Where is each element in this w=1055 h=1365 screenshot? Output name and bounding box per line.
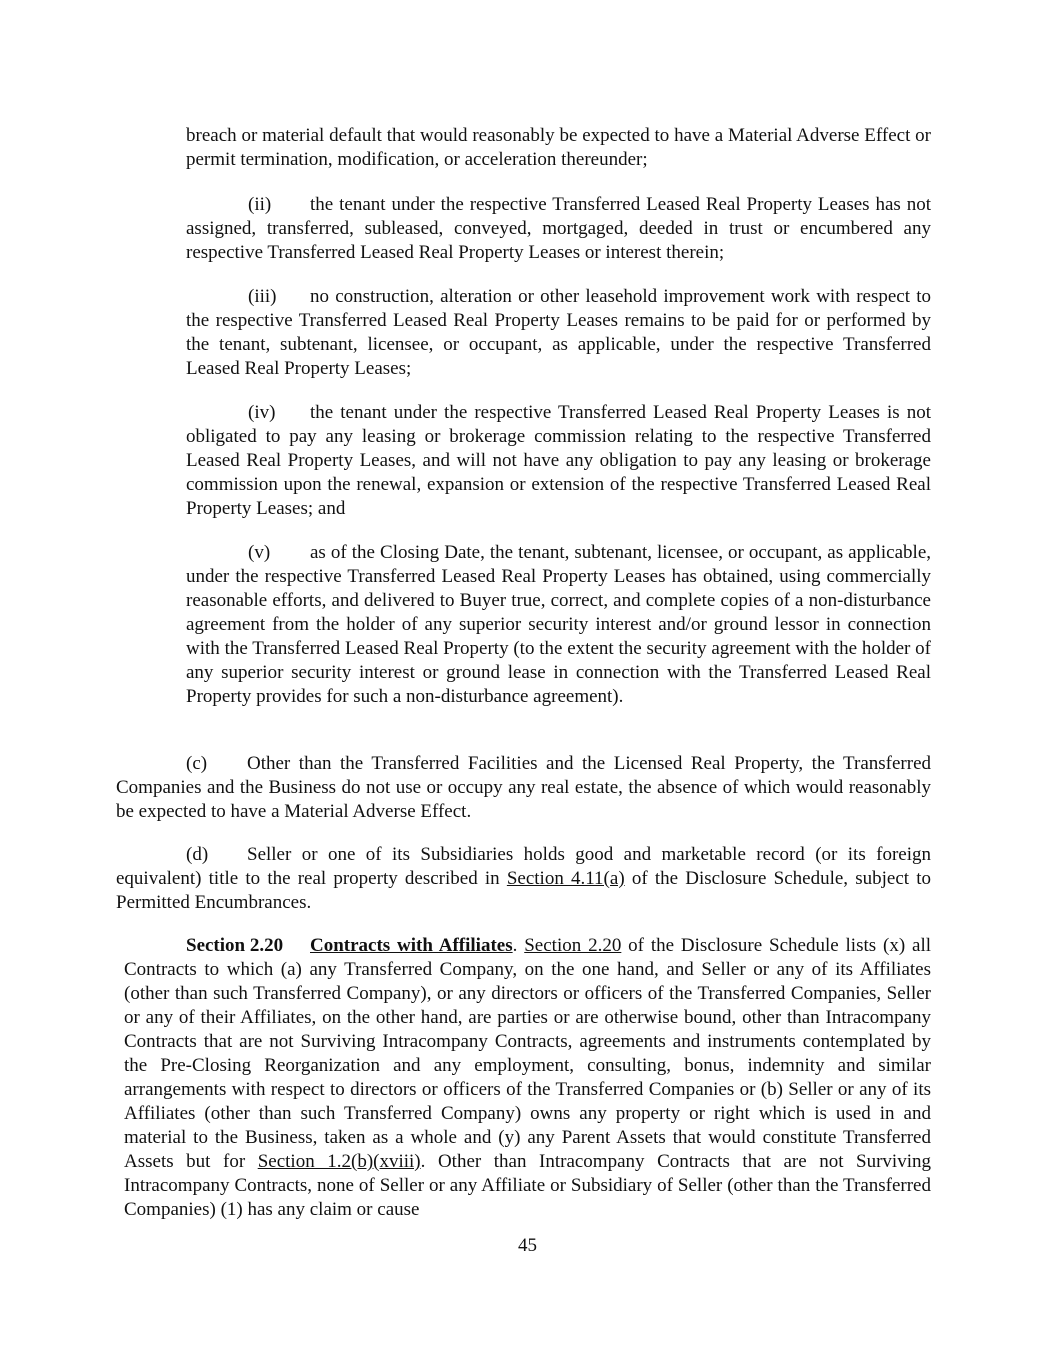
section-text: of the Disclosure Schedule lists (x) all Contracts to which (a) any Transferred Company, on the one hand, and Seller or any of its Affiliates (other than such Transferred Company), or any directors or officers of the Transferred Companies, Seller or any of their Affiliates, on the other hand, are parties or are otherwise bound, other than Intracompany Contracts that are not Surviving Intracompany Contracts, agreements and instruments contemplated by the Pre-Closing Reorganization and any employment, consulting, bonus, indemnity and similar arrangements with respect to directors or officers of the Transferred Companies or (b) Seller or any of its Affiliates (other than such Transferred Company) owns any property or right which is used in and material to the Business, taken as a whole and (y) any Parent Assets that would constitute Transferred Assets but for bbox=[124, 935, 931, 1172]
page-number: 45 bbox=[518, 1235, 537, 1256]
paragraph-text: of the Disclosure Schedule, subject to Permitted Encumbrances. bbox=[116, 868, 932, 913]
section-reference: Section 1.2(b)(xviii) bbox=[257, 1151, 421, 1172]
paragraph-ii bbox=[186, 193, 931, 265]
paragraph-text: the tenant under the respective Transferred Leased Real Property Leases is not obligated to pay any leasing or brokerage commission relating to the respective Transferred Leased Real Property Leases, and will not have any obligation to pay any leasing or brokerage commission upon the renewal, expansion or extension of the respective Transferred Leased Real Property Leases; and bbox=[186, 402, 931, 519]
paragraph-text: Seller or one of its Subsidiaries holds good and marketable record (or its foreign equivalent) title to the real property described in bbox=[116, 844, 931, 889]
paragraph-v bbox=[186, 541, 931, 709]
paragraph-text: as of the Closing Date, the tenant, subtenant, licensee, or occupant, as applicable, under the respective Transferred Leased Real Property Leases has obtained, using commercially reasonable efforts, and delivered to Buyer true, correct, and complete copies of a non-disturbance agreement from the holder of any superior security interest and/or ground lessor in connection with the Transferred Leased Real Property (to the extent the security agreement with the holder of any superior security interest or ground lease in connection with the Transferred Leased Real Property provides for such a non-disturbance agreement). bbox=[186, 542, 931, 707]
paragraph-text: Other than the Transferred Facilities and the Licensed Real Property, the Transferred Companies and the Business do not use or occupy any real estate, the absence of which would reasonably be expected to have a Material Adverse Effect. bbox=[116, 753, 931, 822]
paragraph-continuation bbox=[186, 124, 931, 172]
item-number: (iii) bbox=[248, 286, 277, 307]
item-number: (c) bbox=[186, 753, 208, 774]
paragraph-text: no construction, alteration or other leasehold improvement work with respect to the respective Transferred Leased Real Property Leases remains to be paid for or performed by the tenant, subtenant, licensee, or occupant, as applicable, under the respective Transferred Leased Real Property Leases; bbox=[186, 286, 931, 379]
paragraph-iv bbox=[186, 401, 931, 521]
item-number: (d) bbox=[186, 844, 209, 865]
section-2-20 bbox=[124, 934, 931, 1222]
paragraph-d bbox=[116, 843, 931, 915]
paragraph-iii bbox=[186, 285, 931, 381]
paragraph-c bbox=[116, 752, 931, 824]
item-number: (iv) bbox=[248, 402, 276, 423]
section-heading: Contracts with Affiliates bbox=[310, 935, 513, 956]
paragraph-text: the tenant under the respective Transferred Leased Real Property Leases has not assigned, transferred, subleased, conveyed, mortgaged, deeded in trust or encumbered any respective Transferred Leased Real Property Leases or interest therein; bbox=[186, 194, 931, 263]
item-number: (ii) bbox=[248, 194, 272, 215]
section-reference: Section 2.20 bbox=[524, 935, 622, 956]
section-text: . Other than Intracompany Contracts that are not Surviving Intracompany Contracts, none of Seller or any Affiliate or Subsidiary of Seller (other than the Transferred Companies) (1) has any claim or cause bbox=[124, 1151, 931, 1220]
section-reference-link: Section 4.11(a) bbox=[506, 868, 625, 889]
item-number: (v) bbox=[248, 542, 271, 563]
heading-separator: . bbox=[512, 935, 525, 956]
paragraph-text: breach or material default that would reasonably be expected to have a Material Adverse Effect or permit termination, modification, or acceleration thereunder; bbox=[186, 125, 931, 170]
section-label: Section 2.20 bbox=[186, 935, 284, 956]
